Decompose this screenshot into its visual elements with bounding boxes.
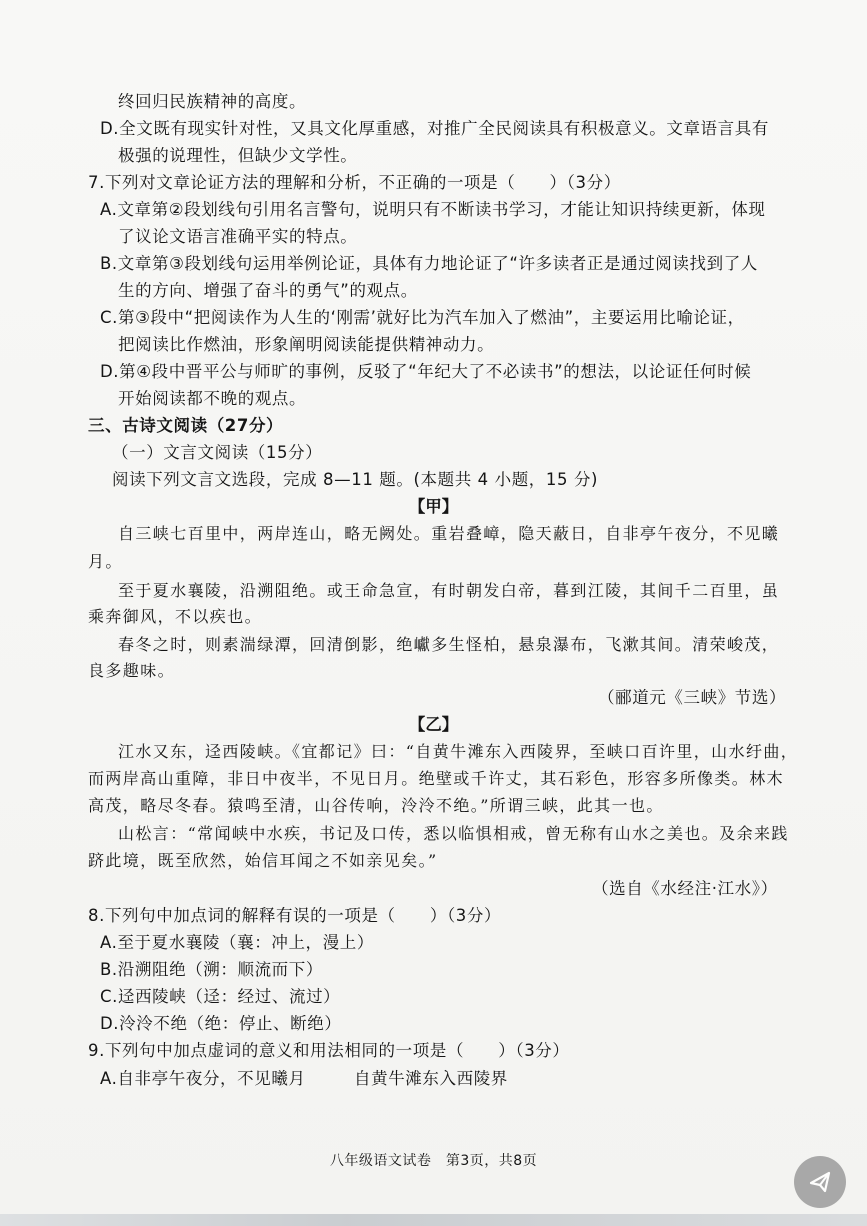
- question-9: 9.下列句中加点虚词的意义和用法相同的一项是（ ）（3分）: [88, 1041, 570, 1060]
- text-line: 把阅读比作燃油，形象阐明阅读能提供精神动力。: [118, 335, 495, 354]
- passage-jia-line: 春冬之时，则素湍绿潭，回清倒影，绝巘多生怪柏，悬泉瀑布，飞漱其间。清荣峻茂，: [118, 635, 780, 654]
- option-a: A.文章第②段划线句引用名言警句，说明只有不断读书学习，才能让知识持续更新，体现: [100, 200, 766, 219]
- text-line: 生的方向、增强了奋斗的勇气”的观点。: [118, 281, 418, 300]
- text-line: 开始阅读都不晚的观点。: [118, 389, 307, 408]
- section-heading: 三、古诗文阅读（27分）: [88, 416, 284, 435]
- option-c: C.迳西陵峡（迳：经过、流过）: [100, 987, 341, 1006]
- text-line: 了议论文语言准确平实的特点。: [118, 227, 358, 246]
- option-a: A.自非亭午夜分，不见曦月: [100, 1069, 306, 1088]
- passage-yi-line: 而两岸高山重障，非日中夜半，不见日月。绝壁或千许丈，其石彩色，形容多所像类。林木: [88, 769, 785, 788]
- subsection-heading: （一）文言文阅读（15分）: [112, 443, 323, 462]
- passage-yi-line: 高茂，略尽冬春。猿鸣至清，山谷传响，泠泠不绝。”所谓三峡，此其一也。: [88, 796, 664, 815]
- passage-yi-line: 跻此境，既至欣然，始信耳闻之不如亲见矣。”: [88, 851, 438, 870]
- option-d: D.全文既有现实针对性，又具文化厚重感，对推广全民阅读具有积极意义。文章语言具有: [100, 119, 769, 138]
- question-8: 8.下列句中加点词的解释有误的一项是（ ）（3分）: [88, 906, 502, 925]
- share-icon: [807, 1169, 833, 1195]
- passage-jia-heading: 【甲】: [408, 497, 459, 516]
- text-line: 终回归民族精神的高度。: [118, 92, 307, 111]
- instruction: 阅读下列文言文选段，完成 8—11 题。(本题共 4 小题，15 分): [112, 470, 599, 489]
- option-b: B.文章第③段划线句运用举例论证，具体有力地论证了“许多读者正是通过阅读找到了人: [100, 254, 758, 273]
- passage-jia-line: 月。: [88, 552, 123, 571]
- passage-yi-line: 山松言：“常闻峡中水疾，书记及口传，悉以临惧相戒，曾无称有山水之美也。及余来践: [118, 824, 789, 843]
- passage-jia-line: 至于夏水襄陵，沿溯阻绝。或王命急宣，有时朝发白帝，暮到江陵，其间千二百里，虽: [118, 581, 780, 600]
- passage-yi-heading: 【乙】: [408, 715, 459, 734]
- passage-jia-line: 自三峡七百里中，两岸连山，略无阙处。重岩叠嶂，隐天蔽日，自非亭午夜分，不见曦: [118, 524, 780, 543]
- question-7: 7.下列对文章论证方法的理解和分析，不正确的一项是（ ）（3分）: [88, 173, 621, 192]
- option-d: D.泠泠不绝（绝：停止、断绝）: [100, 1014, 342, 1033]
- passage-jia-line: 乘奔御风，不以疾也。: [88, 607, 263, 626]
- bottom-edge: [0, 1214, 867, 1226]
- share-button[interactable]: [794, 1156, 846, 1208]
- option-c: C.第③段中“把阅读作为人生的‘刚需’就好比为汽车加入了燃油”，主要运用比喻论证，: [100, 308, 745, 327]
- option-d: D.第④段中晋平公与师旷的事例，反驳了“年纪大了不必读书”的想法，以论证任何时候: [100, 362, 752, 381]
- passage-yi-line: 江水又东，迳西陵峡。《宜都记》曰：“自黄牛滩东入西陵界，至峡口百许里，山水纡曲，: [118, 742, 799, 761]
- passage-jia-line: 良多趣味。: [88, 661, 176, 680]
- option-a: A.至于夏水襄陵（襄：冲上，漫上）: [100, 933, 374, 952]
- option-a-pair: 自黄牛滩东入西陵界: [354, 1069, 508, 1088]
- text-line: 极强的说理性，但缺少文学性。: [118, 146, 358, 165]
- passage-yi-source: （选自《水经注·江水》）: [592, 879, 778, 898]
- option-b: B.沿溯阻绝（溯：顺流而下）: [100, 960, 323, 979]
- passage-jia-source: （郦道元《三峡》节选）: [598, 688, 787, 707]
- page-footer: 八年级语文试卷 第3页，共8页: [329, 1153, 538, 1169]
